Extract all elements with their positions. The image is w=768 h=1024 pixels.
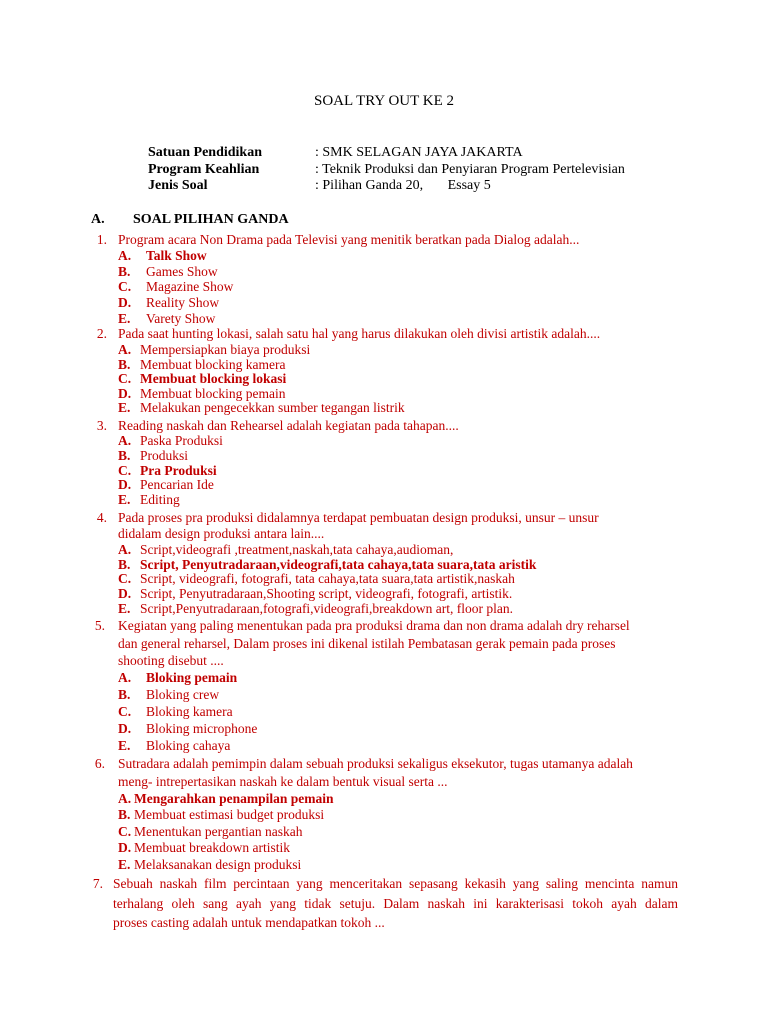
question-text-line: didalam design produksi antara lain.... [118,526,325,541]
option-text: Paska Produksi [140,433,223,448]
answer-option [118,357,285,373]
option-letter: D. [118,477,132,493]
option-letter: D. [118,721,132,736]
answer-option [118,687,219,703]
answer-option [118,571,515,587]
question-text-line: Program acara Non Drama pada Televisi yang menitik beratkan pada Dialog adalah... [118,232,580,247]
option-letter: B. [118,356,131,372]
question-number: 1. [96,232,107,247]
question-text-line: Kegiatan yang paling menentukan pada pra produksi drama dan non drama adalah dry reharsel [118,618,630,633]
option-text: Bloking kamera [146,704,233,719]
meta-key: Program Keahlian [148,161,260,177]
option-letter: C. [118,704,132,719]
option-letter: D. [118,586,132,602]
question-text-line: Pada saat hunting lokasi, salah satu hal yang harus dilakukan oleh divisi artistik adalah.... [118,326,601,341]
option-letter: A. [118,433,132,448]
option-text: Script,Penyutradaraan,fotografi,videografi,breakdown art, floor plan. [140,600,513,616]
option-text: Pra Produksi [140,462,217,478]
answer-option [118,807,324,823]
option-letter: D. [118,385,132,401]
option-text: Melakukan pengecekkan sumber tegangan listrik [140,400,405,416]
option-text: Membuat breakdown artistik [134,840,290,856]
option-letter: B. [118,807,131,823]
option-text: Editing [140,492,180,508]
question-text-line: Pada proses pra produksi didalamnya terdapat pembuatan design produksi, unsur – unsur [118,510,599,525]
answer-option [118,433,223,449]
section-letter: A. [91,212,105,227]
option-text: Pencarian Ide [140,477,214,493]
answer-option [118,557,536,573]
question-text-line: terhalang oleh sang ayah yang tidak setuju. Dalam naskah ini karakterisasi tokoh ayah dalam [113,895,678,911]
option-letter: B. [118,556,131,572]
option-text: Membuat estimasi budget produksi [134,807,325,823]
question-text-line: dan general reharsel, Dalam proses ini dikenal istilah Pembatasan gerak pemain pada proses [118,635,616,651]
question-number: 7. [92,876,103,891]
question-text-line: Sutradara adalah pemimpin dalam sebuah produksi sekaligus eksekutor, tugas utamanya adalah [118,756,633,771]
question-number: 4. [96,510,107,525]
answer-option [118,311,215,327]
option-letter: C. [118,823,132,839]
answer-option [118,463,217,479]
option-text: Mengarahkan penampilan pemain [134,791,334,806]
meta-key: Jenis Soal [148,178,208,193]
answer-option [118,342,310,358]
answer-option [118,542,453,558]
section-label: SOAL PILIHAN GANDA [133,212,289,227]
option-text: Script, Penyutradaraan,Shooting script, videografi, fotografi, artistik. [140,586,513,602]
meta-value: : Pilihan Ganda 20, Essay 5 [315,178,491,193]
answer-option [118,400,405,416]
option-letter: A. [118,248,132,263]
question-text-line: proses casting adalah untuk mendapatkan tokoh ... [113,915,385,930]
question-number: 6. [94,756,105,771]
option-text: Games Show [146,263,218,279]
option-text: Magazine Show [146,279,234,295]
option-letter: D. [118,295,132,311]
option-letter: E. [118,600,131,616]
option-letter: A. [118,342,132,357]
answer-option [118,264,218,280]
question-text-line: meng- intrepertasikan naskah ke dalam bentuk visual serta ... [118,773,448,789]
option-text: Bloking cahaya [146,738,231,753]
answer-option [118,279,233,295]
option-letter: C. [118,462,132,478]
answer-option [118,824,302,840]
answer-option [118,295,219,311]
answer-option [118,248,207,264]
question-number: 3. [96,418,107,433]
option-text: Script,videografi ,treatment,naskah,tata cahaya,audioman, [140,542,454,557]
answer-option [118,586,512,602]
option-letter: A. [118,542,132,557]
answer-option [118,477,214,493]
question-text-line: Sebuah naskah film percintaan yang menceritakan sepasang kekasih yang saling mencinta namun [113,876,678,891]
option-letter: B. [118,263,131,279]
meta-value: : Teknik Produksi dan Penyiaran Program Pertelevisian [315,161,625,177]
meta-row [148,145,625,162]
option-text: Bloking crew [146,687,220,702]
option-text: Membuat blocking lokasi [140,371,287,387]
option-text: Membuat blocking kamera [140,356,286,372]
option-text: Reality Show [146,295,220,311]
answer-option [118,492,180,508]
option-text: Script, Penyutradaraan,videografi,tata cahaya,tata suara,tata aristik [140,556,537,572]
option-text: Bloking microphone [146,721,258,736]
question-text-line: shooting disebut .... [118,653,224,668]
option-letter: E. [118,856,131,872]
meta-value: : SMK SELAGAN JAYA JAKARTA [315,145,523,160]
answer-option [118,738,230,754]
answer-option [118,704,233,720]
meta-row [148,162,625,179]
section-heading [91,212,289,228]
answer-option [118,791,334,807]
option-letter: A. [118,670,132,685]
option-text: Melaksanakan design produksi [134,856,302,872]
answer-option [118,448,188,464]
answer-option [118,386,285,402]
option-letter: D. [118,840,132,856]
meta-row [148,178,625,195]
question-number: 5. [94,618,105,633]
page-title: SOAL TRY OUT KE 2 [313,93,454,109]
answer-option [118,601,513,617]
option-letter: A. [118,791,132,806]
option-text: Mempersiapkan biaya produksi [140,342,311,357]
option-text: Script, videografi, fotografi, tata cahaya,tata suara,tata artistik,naskah [140,571,515,587]
option-letter: E. [118,492,131,508]
answer-option [118,371,286,387]
option-letter: E. [118,400,131,416]
option-letter: E. [118,738,131,753]
option-letter: B. [118,447,131,463]
question-number: 2. [96,326,107,341]
document-meta [148,145,625,195]
option-text: Membuat blocking pemain [140,385,286,401]
option-text: Varety Show [146,310,216,326]
option-letter: C. [118,371,132,387]
option-letter: B. [118,687,131,702]
question-text-line: Reading naskah dan Rehearsel adalah kegiatan pada tahapan.... [118,418,459,433]
option-text: Talk Show [146,248,207,263]
answer-option [118,840,290,856]
option-text: Produksi [140,447,189,463]
option-letter: C. [118,279,132,295]
answer-option [118,670,237,686]
option-text: Menentukan pergantian naskah [134,823,303,839]
answer-option [118,857,301,873]
option-letter: C. [118,571,132,587]
option-letter: E. [118,310,131,326]
answer-option [118,721,257,737]
option-text: Bloking pemain [146,670,238,685]
meta-key: Satuan Pendidikan [148,145,262,160]
